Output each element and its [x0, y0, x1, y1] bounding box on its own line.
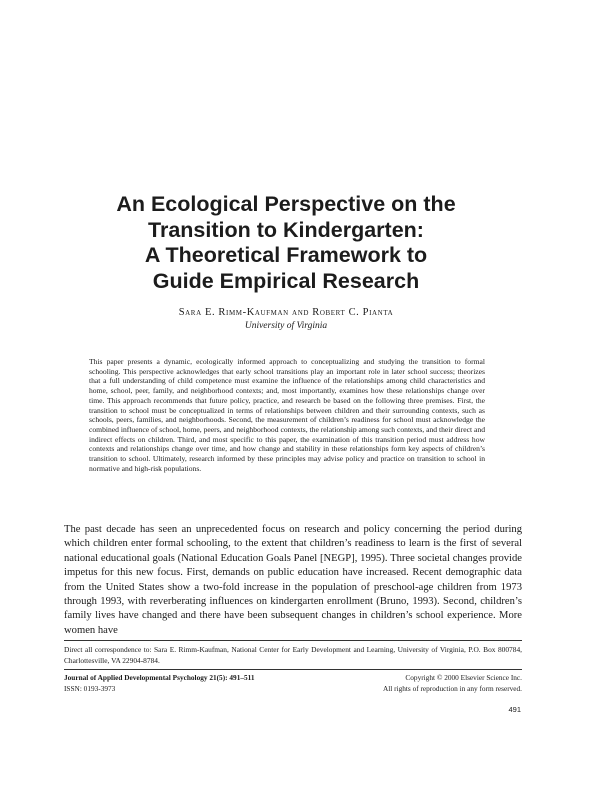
journal-info-row [64, 673, 522, 684]
abstract: This paper presents a dynamic, ecologically informed approach to conceptualizing and studying the transition to formal schooling. This perspective acknowledges that early school transitions play an important role in later school success; theorizes that a full understanding of child competence must examine the influence of the relationships among child characteristics and home, school, peer, family, and neighborhood contexts; and, most importantly, examines how these relationships change over time. This approach recommends that future policy, practice, and research be based on the following three premises. First, the transition to school must be conceptualized in terms of relationships between children and their surrounding contexts, such as schools, peers, families, and neighborhoods. Second, the measurement of children’s readiness for school must acknowledge the combined influence of school, home, peers, and neighborhood contexts, the relationship among such contexts, and their direct and indirect effects on children. Third, and most specific to this paper, the examination of this transition period must address how contexts and relationships change over time, and how change and stability in these relationships form key aspects of children’s transition to school. Ultimately, research informed by these principles may advise policy and practice on transition to school in normative and high-risk populations. [89, 357, 485, 473]
author-affiliation: University of Virginia [244, 321, 328, 331]
journal-info-divider [64, 669, 522, 670]
journal-info-row [64, 684, 522, 695]
footnote-divider [64, 640, 522, 641]
title-line: Transition to Kindergarten: [148, 217, 424, 242]
journal-citation: Journal of Applied Developmental Psychology 21(5): 491–511 [64, 673, 255, 682]
issn: ISSN: 0193-3973 [64, 683, 116, 693]
correspondence-note: Direct all correspondence to: Sara E. Rimm-Kaufman, National Center for Early Development and Learning, University of Virginia, P.O. Box 800784, Charlottesville, VA 22904-8784. [64, 645, 522, 665]
rights-notice: All rights of reproduction in any form reserved. [382, 683, 522, 693]
journal-info [64, 673, 522, 694]
copyright-notice: Copyright © 2000 Elsevier Science Inc. [405, 673, 522, 682]
article-title [40, 192, 532, 294]
title-line: A Theoretical Framework to [144, 243, 428, 267]
body-paragraph: The past decade has seen an unprecedented focus on research and policy concerning the period during which children enter formal schooling, to the extent that children’s readiness to learn is the first of several national educational goals (National Education Goals Panel [NEGP], 1995). Three societal changes provide impetus for this new focus. First, demands on public education have increased. Recent demographic data from the United States show a two-fold increase in the population of preschool-age children from 1973 through 1993, with reverberating influences on kindergarten enrollment (Bruno, 1993). Second, children’s family lives have changed and there have been subsequent changes in children’s school experience. More women have [64, 524, 522, 636]
title-line: An Ecological Perspective on the [116, 192, 456, 216]
author-names: Sara E. Rimm-Kaufman and Robert C. Pianta [178, 307, 394, 318]
title-line: Guide Empirical Research [152, 268, 420, 293]
page-number: 491 [508, 705, 521, 714]
